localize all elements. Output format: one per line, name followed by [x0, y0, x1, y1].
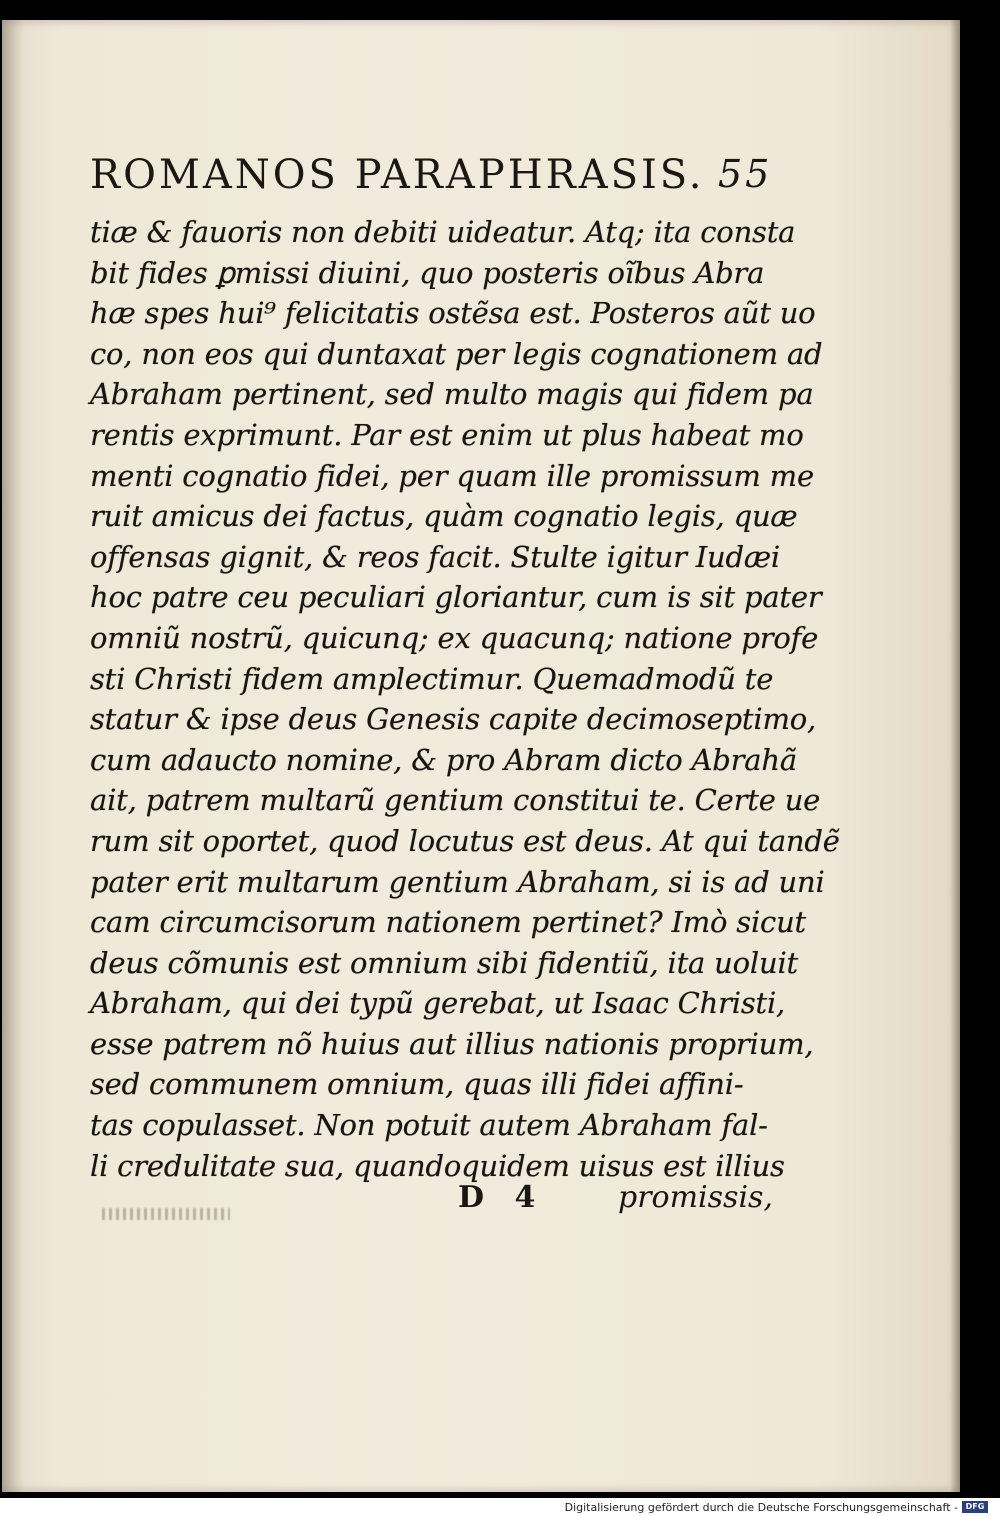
running-head	[90, 152, 810, 202]
text-line: rentis exprimunt. Par est enim ut plus habeat mo	[90, 417, 804, 452]
text-line: deus cõmunis est omnium sibi fidentiũ, ita uoluit	[90, 945, 798, 980]
text-line: rum sit oportet, quod locutus est deus. At qui tandẽ	[90, 823, 840, 858]
text-block	[90, 212, 840, 1186]
text-line: offensas gignit, & reos facit. Stulte igitur Iudæi	[90, 539, 780, 574]
text-line: cam circumcisorum nationem pertinet? Imò sicut	[90, 905, 807, 940]
text-line: hæ spes hui⁹ felicitatis ostẽsa est. Posteros aũt uo	[90, 296, 816, 331]
text-line: li credulitate sua, quandoquidem uisus est illius	[90, 1148, 785, 1183]
text-line: sed communem omnium, quas illi fidei affini-	[90, 1067, 744, 1102]
text-line: tiæ & fauoris non debiti uideatur. Atq; ita consta	[90, 215, 796, 249]
text-line: Abraham pertinent, sed multo magis qui fidem pa	[90, 377, 814, 412]
running-head-title: ROMANOS PARAPHRASIS.	[90, 152, 705, 198]
dfg-logo: DFG	[962, 1501, 988, 1513]
digitization-credit: Digitalisierung gefördert durch die Deutsche Forschungsgemeinschaft -	[564, 1501, 958, 1514]
text-line: ait, patrem multarũ gentium constitui te. Certe ue	[90, 783, 821, 818]
catchword: promissis,	[618, 1180, 773, 1215]
text-line: menti cognatio fidei, per quam ille promissum me	[90, 458, 814, 493]
text-line: esse patrem nõ huius aut illius nationis proprium,	[90, 1026, 814, 1061]
text-line: Abraham, qui dei typũ gerebat, ut Isaac Christi,	[90, 986, 786, 1021]
text-line: hoc patre ceu peculiari gloriantur, cum is sit pater	[90, 580, 822, 615]
text-line: co, non eos qui duntaxat per legis cognationem ad	[90, 336, 823, 371]
text-line: pater erit multarum gentium Abraham, si is ad uni	[90, 864, 825, 899]
text-line: ruit amicus dei factus, quàm cognatio legis, quæ	[90, 499, 798, 534]
text-line: cum adaucto nomine, & pro Abram dicto Abrahã	[90, 742, 797, 777]
gutter-shadow	[2, 20, 24, 1492]
text-line: bit fides ꝑmissi diuini, quo posteris oĩbus Abra	[90, 255, 765, 290]
library-stamp-smudge	[102, 1208, 230, 1220]
text-line: tas copulasset. Non potuit autem Abraham fal-	[90, 1108, 768, 1143]
book-page	[2, 20, 960, 1492]
page-edge-shadow	[950, 20, 960, 1492]
signature-mark: D 4	[458, 1180, 546, 1215]
text-line: statur & ipse deus Genesis capite decimoseptimo,	[90, 702, 817, 737]
text-line: sti Christi fidem amplectimur. Quemadmodũ te	[90, 661, 774, 696]
folio-number: 55	[718, 152, 773, 196]
text-line: omniũ nostrũ, quicunq; ex quacunq; natione profe	[90, 620, 819, 655]
